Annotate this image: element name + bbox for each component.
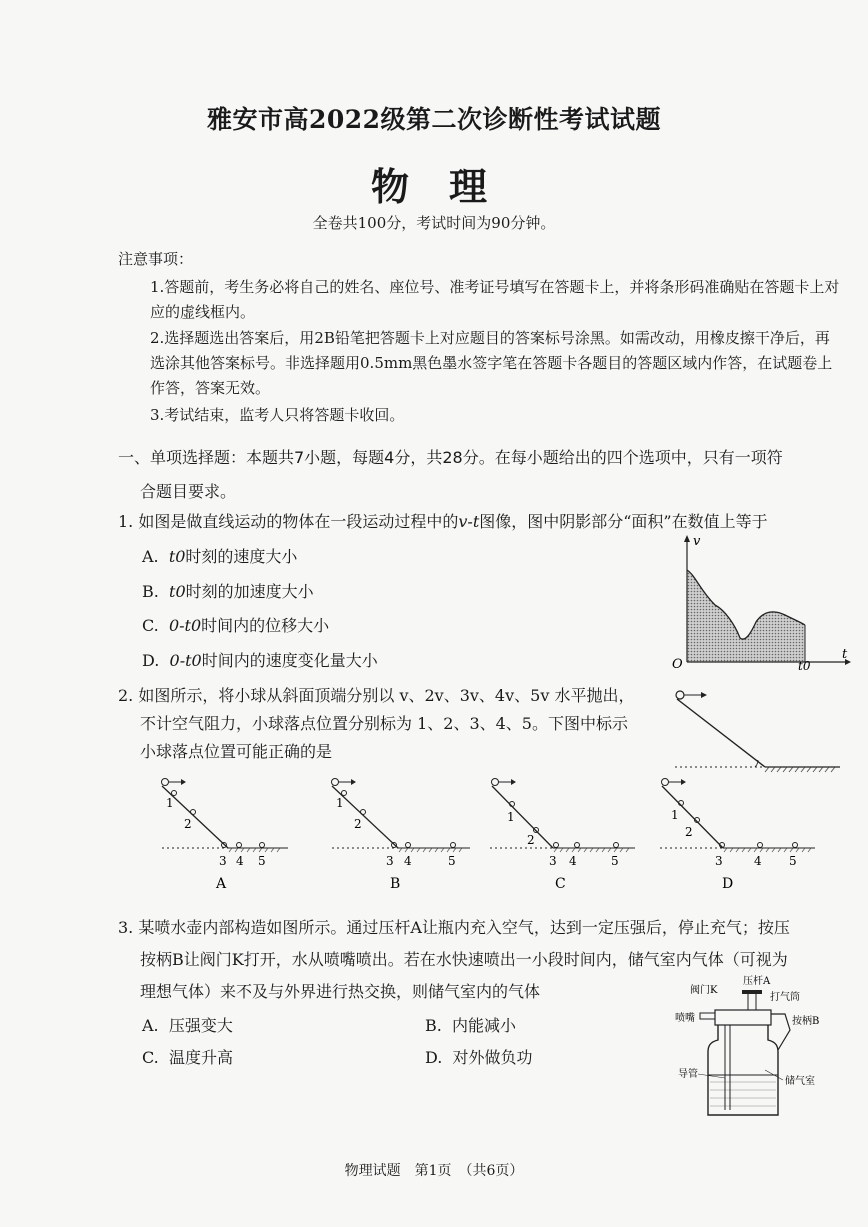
t0-label: t0	[798, 659, 811, 673]
question-number: 1.	[118, 512, 134, 531]
sprayer-head	[715, 1010, 771, 1025]
svg-text:1: 1	[336, 796, 344, 810]
svg-text:3: 3	[219, 854, 227, 868]
note-item: 2.选择题选出答案后，用2B铅笔把答题卡上对应题目的答案标号涂黑。如需改动，用橡皮擦干净后，再选涂其他答案标号。非选择题用0.5mm黑色墨水签字笔在答题卡各题目的答题区域内作答，在试题卷上作答，答案无效。	[150, 329, 833, 397]
svg-text:5: 5	[789, 854, 797, 868]
choice-label: C	[555, 876, 566, 892]
label-tube: 导管	[678, 1069, 698, 1080]
ball-icon	[676, 691, 684, 699]
svg-text:3: 3	[549, 854, 557, 868]
note-item: 1.答题前，考生务必将自己的姓名、座位号、准考证号填写在答题卡上，并将条形码准确贴在答题卡上对应的虚线框内。	[150, 278, 840, 321]
q3-option-a[interactable]: A. 压强变大	[142, 1016, 233, 1035]
section-line: 一、单项选择题：本题共7小题，每题4分，共28分。在每小题给出的四个选项中，只有一项符	[118, 448, 783, 467]
origin-label: O	[672, 657, 683, 672]
label-nozzle: 喷嘴	[675, 1013, 695, 1024]
exam-title: 雅安市高2022级第二次诊断性考试试题	[206, 105, 662, 134]
water-hatch	[710, 1082, 776, 1106]
svg-text:2: 2	[527, 833, 535, 847]
bottle-outline	[708, 1025, 778, 1115]
v-axis-label: v	[693, 534, 701, 549]
q1-option-b[interactable]: B. t0时刻的加速度大小	[142, 582, 314, 601]
question-number: 2.	[118, 686, 134, 705]
svg-text:3: 3	[715, 854, 723, 868]
section-heading	[118, 441, 843, 509]
question-3-stem: 3. 某喷水壶内部构造如图所示。通过压杆A让瓶内充入空气，达到一定压强后，停止充气；按压 按柄B让阀门K打开，水从喷嘴喷出。若在水快速喷出一小段时间内，储气室内气体（可视为 理想气体）来不及与外界进行热交换，则储气室内的气体	[118, 918, 790, 1001]
page-footer: 物理试题 第1页 （共6页）	[344, 1163, 524, 1179]
t-axis-label: t	[842, 647, 848, 662]
v-axis-arrow-icon	[684, 535, 690, 542]
notes-heading: 注意事项：	[118, 250, 194, 268]
svg-text:4: 4	[236, 854, 244, 868]
q3-option-b[interactable]: B. 内能减小	[425, 1016, 517, 1035]
svg-text:1: 1	[507, 810, 515, 824]
svg-text:2: 2	[685, 825, 693, 839]
svg-text:1: 1	[671, 808, 679, 822]
svg-text:2: 2	[354, 817, 362, 831]
choice-label: A	[216, 876, 227, 892]
press-rod-cap	[742, 990, 762, 994]
q2-choice-d[interactable]	[655, 772, 825, 892]
q1-option-c[interactable]: C. 0-t0时间内的位移大小	[142, 616, 330, 635]
q2-choice-a[interactable]	[150, 772, 295, 892]
arrow-head-icon	[701, 692, 707, 698]
vt-graph-figure	[660, 530, 855, 675]
svg-text:5: 5	[258, 854, 266, 868]
svg-text:1: 1	[166, 796, 174, 810]
svg-text:5: 5	[611, 854, 619, 868]
sprayer-figure	[670, 970, 845, 1125]
q3-option-c[interactable]: C. 温度升高	[142, 1048, 233, 1067]
q1-option-a[interactable]: A. t0时刻的速度大小	[142, 547, 298, 566]
nozzle	[700, 1013, 715, 1019]
svg-text:3: 3	[386, 854, 394, 868]
label-valve: 阀门K	[690, 985, 718, 996]
q2-slope-figure	[665, 685, 845, 775]
handle-b	[771, 1014, 790, 1050]
label-chamber: 储气室	[785, 1076, 815, 1087]
q2-choice-b[interactable]	[320, 772, 480, 892]
choice-label: B	[390, 876, 401, 892]
svg-text:4: 4	[404, 854, 412, 868]
question-2-stem: 2. 如图所示，将小球从斜面顶端分别以 v、2v、3v、4v、5v 水平抛出， 不计空气阻力，小球落点位置分别标为 1、2、3、4、5。下图中标示 小球落点位置可能正确的是	[118, 686, 635, 761]
label-press-rod: 压杆A	[743, 976, 771, 987]
svg-text:2: 2	[184, 817, 192, 831]
svg-text:5: 5	[448, 854, 456, 868]
subject-title: 物理	[370, 164, 527, 209]
question-number: 3.	[118, 918, 134, 937]
incline-line	[677, 699, 765, 767]
q1-option-d[interactable]: D. 0-t0时间内的速度变化量大小	[142, 651, 378, 670]
section-line: 合题目要求。	[140, 482, 237, 501]
svg-text:4: 4	[754, 854, 762, 868]
note-item: 3.考试结束，监考人只将答题卡收回。	[150, 406, 405, 424]
label-handle: 按柄B	[792, 1016, 820, 1027]
choice-label: D	[722, 876, 734, 892]
question-1-stem: 1. 如图是做直线运动的物体在一段运动过程中的v-t图像，图中阴影部分“面积”在数值上等于	[118, 512, 768, 531]
label-pump: 打气筒	[770, 992, 800, 1003]
q2-choice-c[interactable]	[485, 772, 650, 892]
svg-text:4: 4	[569, 854, 577, 868]
exam-info: 全卷共100分，考试时间为90分钟。	[312, 214, 556, 232]
q3-option-d[interactable]: D. 对外做负功	[425, 1048, 533, 1067]
pump-rod	[748, 992, 756, 1010]
